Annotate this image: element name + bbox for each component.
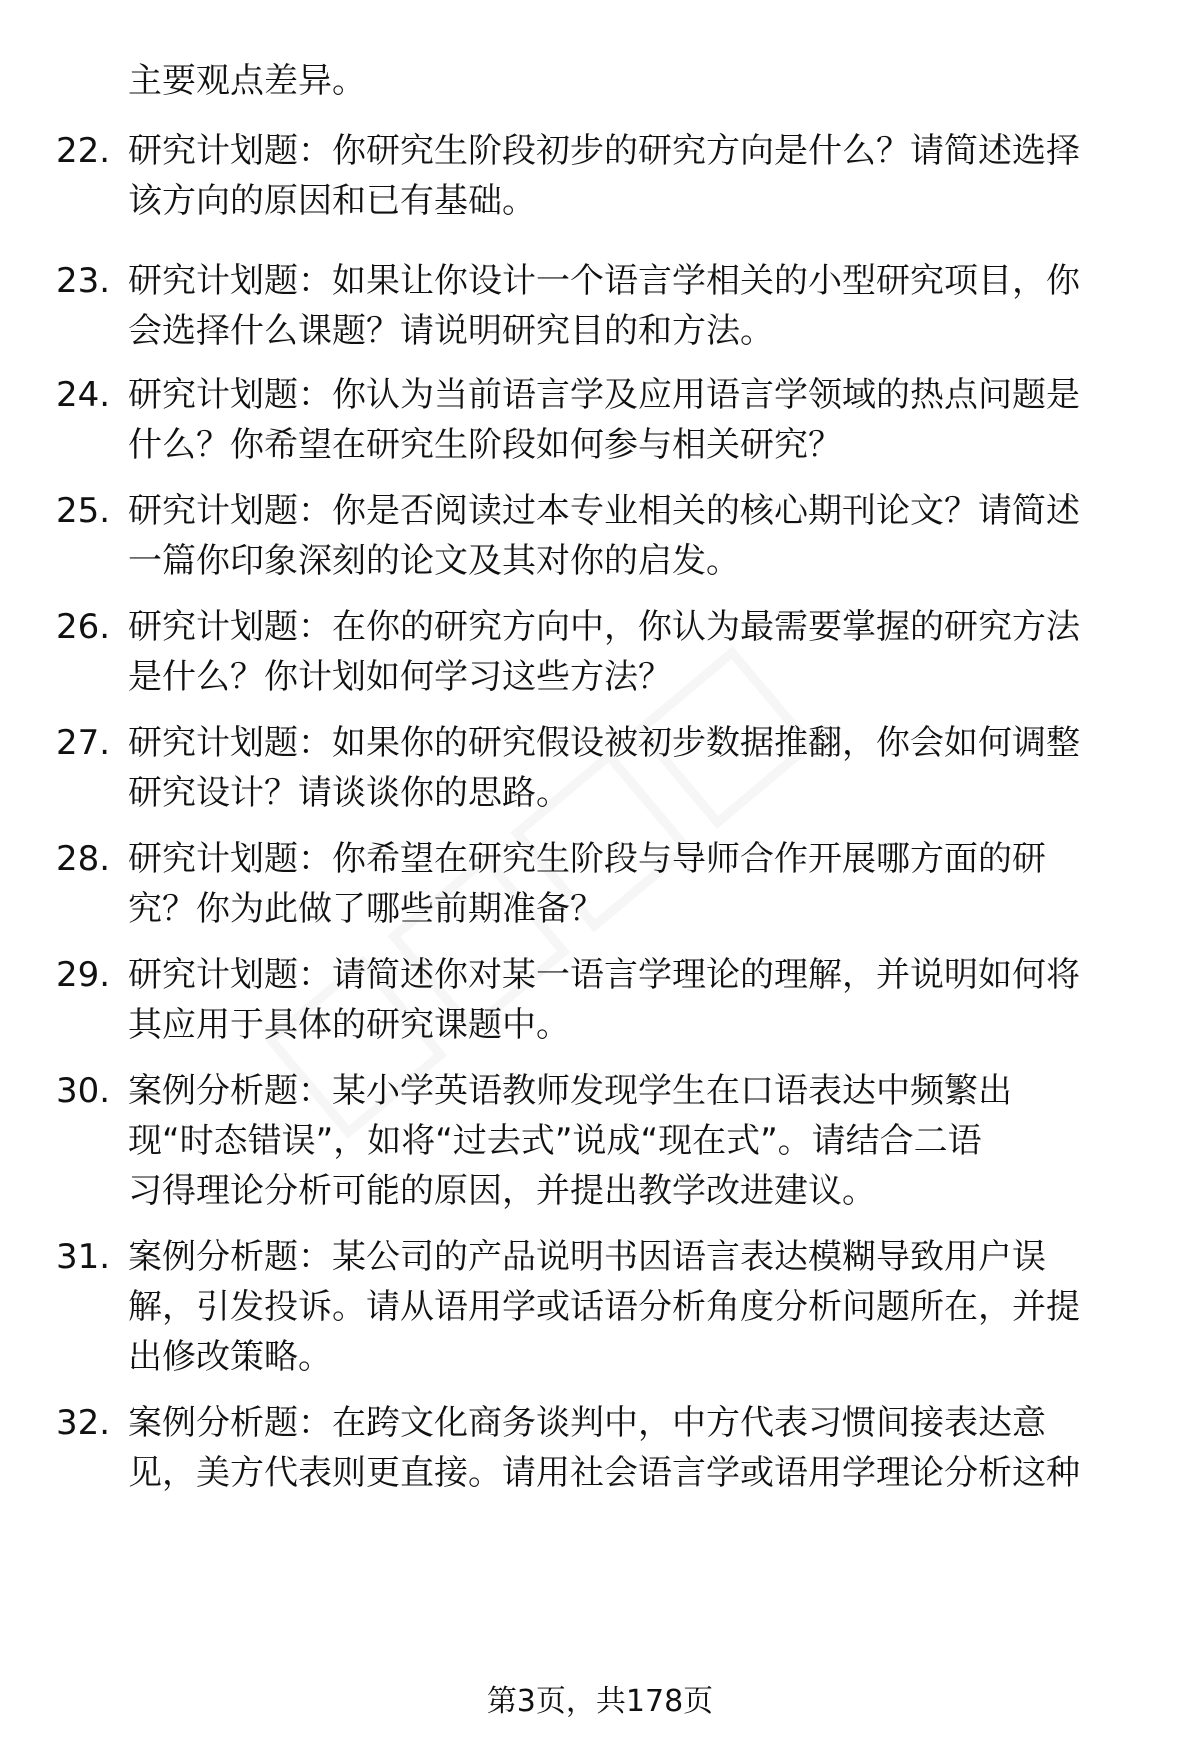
question-text (128, 256, 1168, 356)
question-number: 32. (56, 1403, 111, 1443)
question-text-line: 研究计划题：请简述你对某一语言学理论的理解，并说明如何将 (128, 955, 1080, 995)
question-text-line: 解，引发投诉。请从语用学或话语分析角度分析问题所在，并提 (128, 1287, 1080, 1327)
question-number: 24. (56, 375, 111, 415)
question-text-line: 研究计划题：你希望在研究生阶段与导师合作开展哪方面的研 (128, 839, 1046, 879)
question-text-line: 其应用于具体的研究课题中。 (128, 1005, 570, 1045)
question-text-line: 见，美方代表则更直接。请用社会语言学或语用学理论分析这种 (128, 1453, 1080, 1493)
question-text (128, 126, 1168, 226)
question-text (128, 718, 1168, 818)
question-text-line: 研究设计？请谈谈你的思路。 (128, 773, 570, 813)
question-text-line: 研究计划题：你研究生阶段初步的研究方向是什么？请简述选择 (128, 131, 1080, 171)
question-text-line: 研究计划题：你是否阅读过本专业相关的核心期刊论文？请简述 (128, 491, 1080, 531)
question-text-line: 究？你为此做了哪些前期准备？ (128, 889, 604, 929)
question-number: 26. (56, 607, 111, 647)
question-text (128, 486, 1168, 586)
question-number: 22. (56, 131, 111, 171)
question-text-line: 研究计划题：如果你的研究假设被初步数据推翻，你会如何调整 (128, 723, 1080, 763)
question-number: 30. (56, 1071, 111, 1111)
question-text-line: 案例分析题：某小学英语教师发现学生在口语表达中频繁出 (128, 1071, 1012, 1111)
page-footer: 第3页，共178页 (486, 1684, 714, 1719)
question-text-line: 什么？你希望在研究生阶段如何参与相关研究？ (128, 425, 842, 465)
question-text (128, 370, 1168, 470)
question-text-line: 案例分析题：某公司的产品说明书因语言表达模糊导致用户误 (128, 1237, 1046, 1277)
question-text-line: 现“时态错误”，如将“过去式”说成“现在式”。请结合二语 (128, 1121, 982, 1161)
question-text (128, 602, 1168, 702)
question-text (128, 950, 1168, 1050)
question-text (128, 834, 1168, 934)
question-text-line: 是什么？你计划如何学习这些方法？ (128, 657, 672, 697)
question-text-line: 习得理论分析可能的原因，并提出教学改进建议。 (128, 1171, 876, 1211)
question-number: 28. (56, 839, 111, 879)
continuation-text: 主要观点差异。 (128, 61, 366, 101)
question-number: 31. (56, 1237, 111, 1277)
question-number: 25. (56, 491, 111, 531)
question-text-line: 研究计划题：你认为当前语言学及应用语言学领域的热点问题是 (128, 375, 1080, 415)
question-number: 27. (56, 723, 111, 763)
question-text-line: 会选择什么课题？请说明研究目的和方法。 (128, 311, 774, 351)
question-text-line: 研究计划题：如果让你设计一个语言学相关的小型研究项目，你 (128, 261, 1080, 301)
question-text-line: 研究计划题：在你的研究方向中，你认为最需要掌握的研究方法 (128, 607, 1080, 647)
question-text-line: 一篇你印象深刻的论文及其对你的启发。 (128, 541, 740, 581)
question-text (128, 1398, 1168, 1498)
question-text (128, 1232, 1168, 1382)
question-number: 23. (56, 261, 111, 301)
question-text-line: 该方向的原因和已有基础。 (128, 181, 536, 221)
question-number: 29. (56, 955, 111, 995)
question-text-line: 出修改策略。 (128, 1337, 332, 1377)
question-text-line: 案例分析题：在跨文化商务谈判中，中方代表习惯间接表达意 (128, 1403, 1046, 1443)
question-text (128, 1066, 1168, 1216)
